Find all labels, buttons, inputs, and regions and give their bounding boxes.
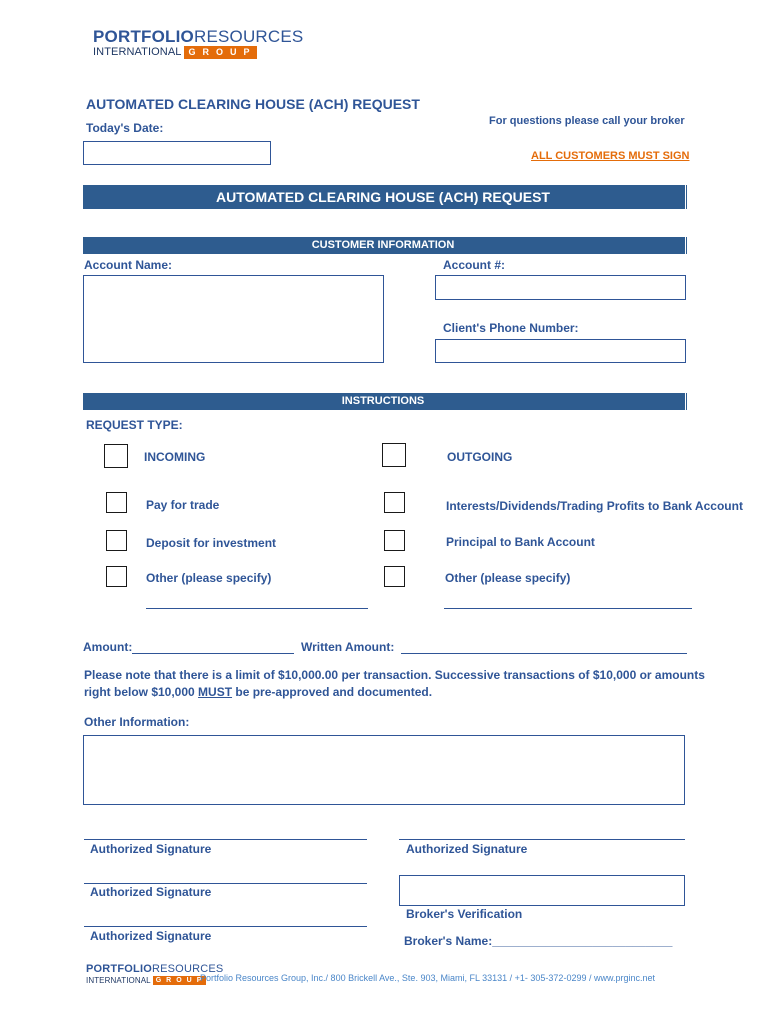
phone-number-field[interactable] <box>435 339 686 363</box>
written-amount-field[interactable] <box>401 653 687 654</box>
account-number-field[interactable] <box>435 275 686 300</box>
logo-group: GROUP <box>184 46 257 59</box>
must-sign-note: ALL CUSTOMERS MUST SIGN <box>531 150 690 162</box>
broker-verification-label: Broker's Verification <box>406 907 523 921</box>
customer-information-banner: CUSTOMER INFORMATION <box>83 237 685 254</box>
other-right-specify-line[interactable] <box>444 608 692 609</box>
account-name-field[interactable] <box>83 275 384 363</box>
signature-line-3[interactable] <box>84 883 367 884</box>
account-number-label: Account #: <box>443 258 506 272</box>
other-left-label: Other (please specify) <box>146 571 272 585</box>
phone-number-label: Client's Phone Number: <box>443 321 579 335</box>
signature-line-4[interactable] <box>84 926 367 927</box>
todays-date-field[interactable] <box>83 141 271 165</box>
footer-address: Portfolio Resources Group, Inc./ 800 Brickell Ave., Ste. 903, Miami, FL 33131 / +1- 305-372-0299 / www.prginc.net <box>200 973 655 983</box>
authorized-signature-label-2: Authorized Signature <box>406 842 528 856</box>
deposit-for-investment-label: Deposit for investment <box>146 536 277 550</box>
other-left-checkbox[interactable] <box>106 566 127 587</box>
brokers-name-field[interactable]: Broker's Name:___________________________ <box>404 934 673 948</box>
logo-brand-bold: PORTFOLIO <box>93 27 194 46</box>
outgoing-label: OUTGOING <box>447 450 513 464</box>
broker-verification-field[interactable] <box>399 875 685 906</box>
authorized-signature-label-4: Authorized Signature <box>90 929 212 943</box>
footer-logo-international: INTERNATIONAL <box>86 976 151 985</box>
footer-logo-brand-bold: PORTFOLIO <box>86 963 152 975</box>
todays-date-label: Today's Date: <box>86 121 164 135</box>
other-right-label: Other (please specify) <box>445 571 571 585</box>
deposit-for-investment-checkbox[interactable] <box>106 530 127 551</box>
other-right-checkbox[interactable] <box>384 566 405 587</box>
principal-checkbox[interactable] <box>384 530 405 551</box>
amount-field[interactable] <box>132 653 294 654</box>
interests-checkbox[interactable] <box>384 492 405 513</box>
outgoing-checkbox[interactable] <box>382 443 406 467</box>
signature-line-2[interactable] <box>399 839 685 840</box>
footer-logo-group: GROUP <box>153 976 207 985</box>
main-banner: AUTOMATED CLEARING HOUSE (ACH) REQUEST <box>83 185 685 209</box>
request-type-label: REQUEST TYPE: <box>86 418 183 432</box>
pay-for-trade-checkbox[interactable] <box>106 492 127 513</box>
other-information-field[interactable] <box>83 735 685 805</box>
authorized-signature-label-1: Authorized Signature <box>90 842 212 856</box>
amount-label: Amount: <box>83 640 133 654</box>
incoming-checkbox[interactable] <box>104 444 128 468</box>
company-logo <box>93 28 303 59</box>
logo-brand-light: RESOURCES <box>193 27 304 46</box>
footer-logo-brand-light: RESOURCES <box>151 963 224 975</box>
page-title: AUTOMATED CLEARING HOUSE (ACH) REQUEST <box>86 96 420 112</box>
transaction-limit-note: Please note that there is a limit of $10,000.00 per transaction. Successive transactions of $10,000 or amounts right below $10,000 MUST be pre-approved and documented. <box>84 668 705 699</box>
instructions-banner: INSTRUCTIONS <box>83 393 685 410</box>
other-left-specify-line[interactable] <box>146 608 368 609</box>
pay-for-trade-label: Pay for trade <box>146 498 220 512</box>
questions-note: For questions please call your broker <box>489 115 685 127</box>
signature-line-1[interactable] <box>84 839 367 840</box>
account-name-label: Account Name: <box>84 258 173 272</box>
incoming-label: INCOMING <box>144 450 206 464</box>
authorized-signature-label-3: Authorized Signature <box>90 885 212 899</box>
interests-label: Interests/Dividends/Trading Profits to Bank Account <box>446 499 743 513</box>
logo-international: INTERNATIONAL <box>93 46 182 58</box>
other-information-label: Other Information: <box>84 715 190 729</box>
principal-label: Principal to Bank Account <box>446 535 595 549</box>
written-amount-label: Written Amount: <box>301 640 395 654</box>
